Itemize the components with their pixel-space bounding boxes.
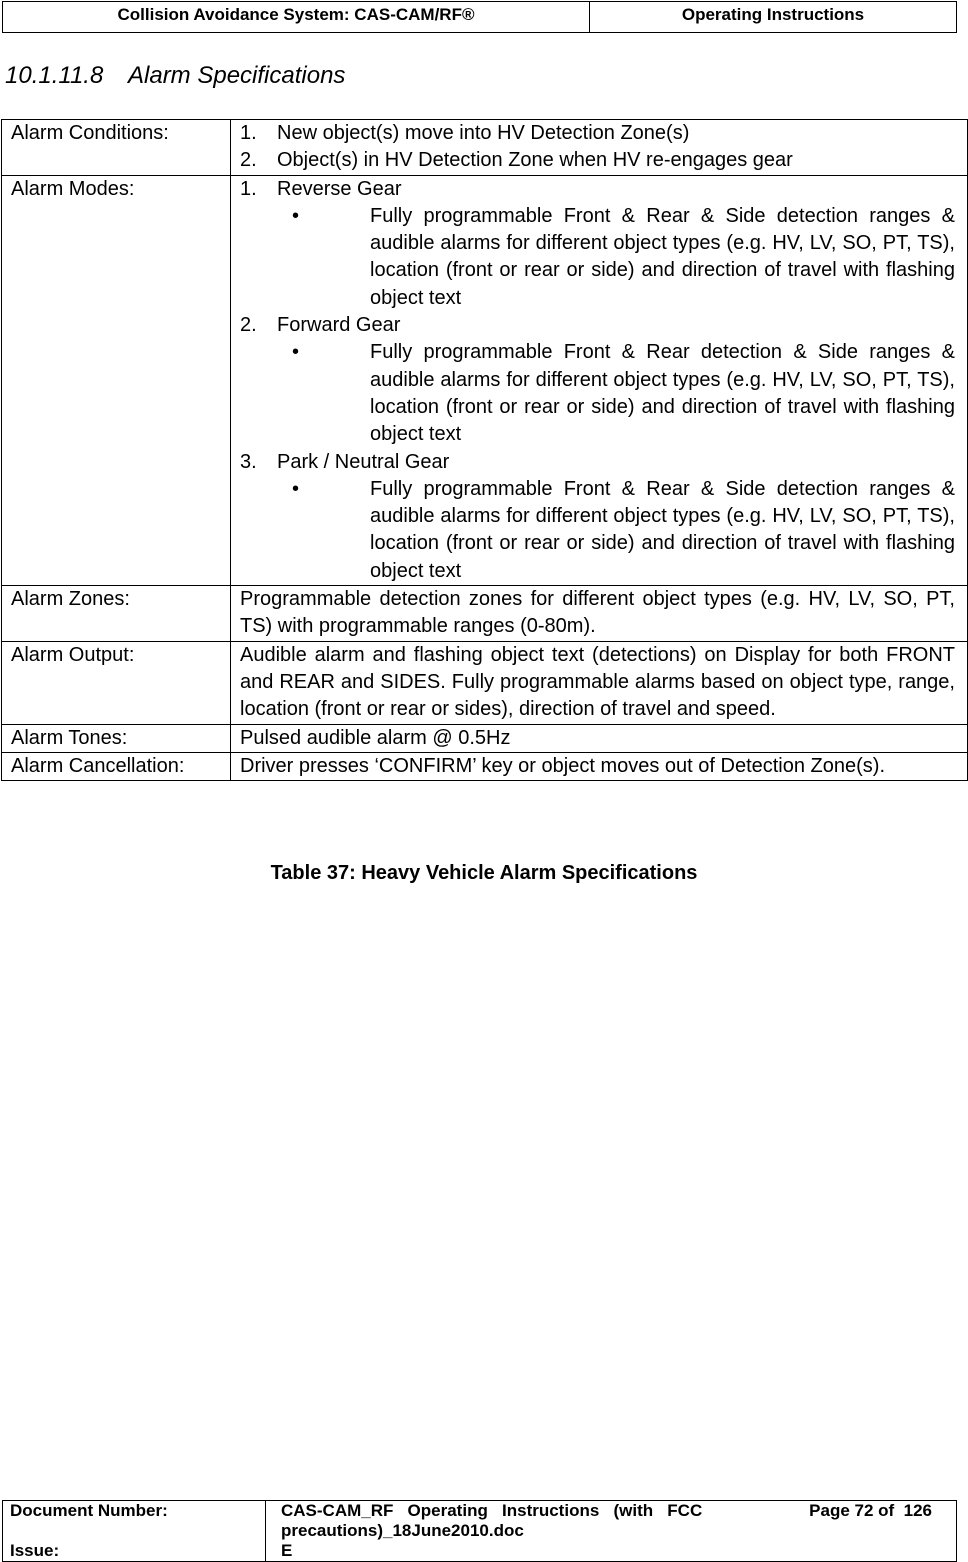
alarm-spec-table xyxy=(1,119,968,781)
item-number: 3. xyxy=(240,450,257,473)
bullet-icon: • xyxy=(292,477,300,500)
item-number: 2. xyxy=(240,314,257,337)
row-label: Alarm Tones: xyxy=(2,724,231,752)
page-number: Page 72 of 126 xyxy=(809,1501,932,1520)
document-number-value: CAS-CAM_RF Operating Instructions (with FCC xyxy=(281,1501,703,1520)
row-label: Alarm Output: xyxy=(2,641,231,724)
row-value: Pulsed audible alarm @ 0.5Hz xyxy=(231,724,968,752)
table-row xyxy=(2,586,968,642)
header-system-title: Collision Avoidance System: CAS-CAM/RF® xyxy=(3,2,590,33)
table-row xyxy=(2,752,968,780)
document-number-label: Document Number: xyxy=(10,1501,168,1520)
table-row xyxy=(2,724,968,752)
item-number: 1. xyxy=(240,122,257,144)
list-item xyxy=(240,312,955,339)
bullet-item xyxy=(240,339,955,448)
issue-label: Issue: xyxy=(10,1541,60,1560)
list-item xyxy=(240,176,955,203)
item-text: Object(s) in HV Detection Zone when HV re-engages gear xyxy=(277,149,793,172)
row-label: Alarm Modes: xyxy=(2,175,231,585)
section-heading xyxy=(5,62,345,90)
table-row xyxy=(2,175,968,585)
footer-labels xyxy=(3,1501,266,1562)
item-text: Park / Neutral Gear xyxy=(277,450,450,473)
section-number: 10.1.11.8 xyxy=(5,62,104,89)
page-header xyxy=(2,1,957,33)
row-value xyxy=(231,120,968,176)
item-text: New object(s) move into HV Detection Zone(s) xyxy=(277,122,690,144)
row-label: Alarm Zones: xyxy=(2,586,231,642)
row-label: Alarm Cancellation: xyxy=(2,752,231,780)
item-text: Forward Gear xyxy=(277,314,401,337)
list-item xyxy=(240,147,955,174)
document-number-value-cont: precautions)_18June2010.doc xyxy=(281,1521,524,1540)
footer-values xyxy=(266,1501,957,1562)
row-value: Driver presses ‘CONFIRM’ key or object moves out of Detection Zone(s). xyxy=(231,752,968,780)
table-row xyxy=(2,120,968,176)
table-caption: Table 37: Heavy Vehicle Alarm Specifications xyxy=(270,862,698,884)
row-value: Programmable detection zones for different object types (e.g. HV, LV, SO, PT, TS) with programmable ranges (0-80m). xyxy=(231,586,968,642)
header-doc-type: Operating Instructions xyxy=(590,2,957,33)
item-number: 1. xyxy=(240,177,257,200)
section-title: Alarm Specifications xyxy=(128,62,346,89)
bullet-text: Fully programmable Front & Rear & Side detection ranges & audible alarms for different object types (e.g. HV, LV, SO, PT, TS), location (front or rear or side) and direction of travel with flashing object text xyxy=(370,477,955,582)
page-footer xyxy=(2,1500,957,1562)
bullet-icon: • xyxy=(292,204,300,227)
list-item xyxy=(240,120,955,147)
row-value xyxy=(231,175,968,585)
row-value: Audible alarm and flashing object text (detections) on Display for both FRONT and REAR and SIDES. Fully programmable alarms based on object type, range, location (front or rear or sides), direction of travel and speed. xyxy=(231,641,968,724)
bullet-item xyxy=(240,203,955,312)
item-number: 2. xyxy=(240,149,257,172)
table-row xyxy=(2,641,968,724)
bullet-item xyxy=(240,476,955,585)
issue-value: E xyxy=(281,1541,293,1560)
list-item xyxy=(240,449,955,476)
bullet-text: Fully programmable Front & Rear & Side detection ranges & audible alarms for different object types (e.g. HV, LV, SO, PT, TS), location (front or rear or side) and direction of travel with flashing object text xyxy=(370,204,955,309)
bullet-icon: • xyxy=(292,341,300,364)
bullet-text: Fully programmable Front & Rear detection & Side ranges & audible alarms for different object types (e.g. HV, LV, SO, PT, TS), location (front or rear or side) and direction of travel with flashing object text xyxy=(370,341,955,446)
row-label: Alarm Conditions: xyxy=(2,120,231,176)
item-text: Reverse Gear xyxy=(277,177,402,200)
